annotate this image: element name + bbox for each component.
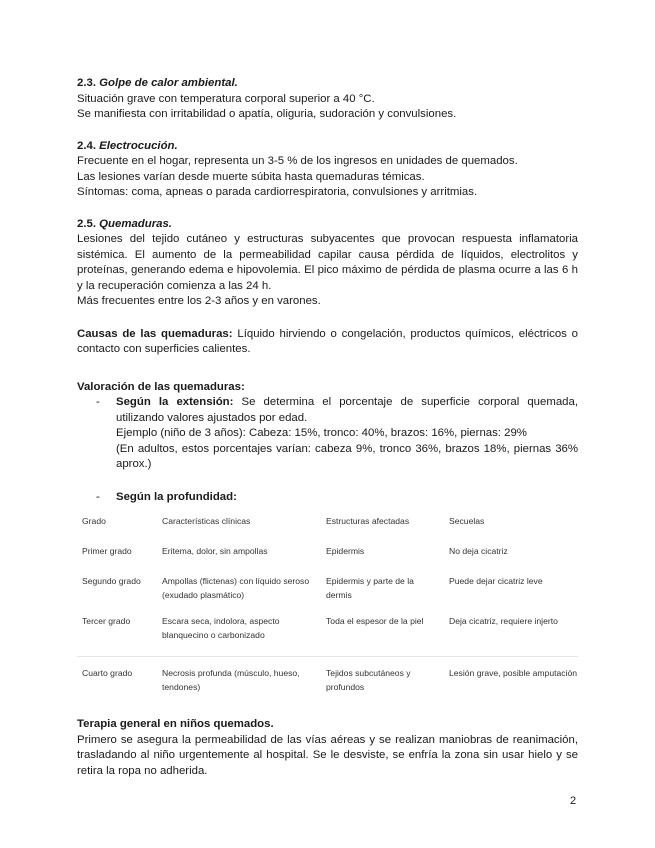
table-row [77,657,578,717]
causes-label: Causas de las quemaduras: [77,327,233,340]
table-cell: Epidermis y parte de la dermis [326,576,414,600]
section-title: Electrocución. [99,139,178,152]
bullet-extension [77,395,578,473]
table-row [77,544,578,574]
table-row [77,614,578,657]
section-heading-2-5 [77,217,578,233]
table-header-row [77,514,578,544]
table-header-cell: Características clínicas [162,516,251,526]
table-cell: Eritema, dolor, sin ampollas [162,546,268,556]
bullet-mark: - [96,396,100,408]
paragraph-line: Síntomas: coma, apneas o parada cardiorrespiratoria, convulsiones y arritmias. [77,186,478,198]
section-number: 2.4. [77,139,96,152]
assessment-title: Valoración de las quemaduras: [77,380,245,393]
page-content [77,76,578,779]
table-row [77,574,578,614]
paragraph-line: Se manifiesta con irritabilidad o apatía, oliguria, sudoración y convulsiones. [77,108,457,120]
section-number: 2.3. [77,77,96,89]
paragraph-line: Más frecuentes entre los 2-3 años y en varones. [77,295,321,307]
table-cell: Deja cicatriz, requiere injerto [449,616,558,626]
bullet-label: Según la extensión: [116,396,234,408]
paragraph-line: Frecuente en el hogar, representa un 3-5 % de los ingresos en unidades de quemados. [77,155,518,167]
table-cell: Toda el espesor de la piel [326,616,424,626]
paragraph-line: Situación grave con temperatura corporal superior a 40 °C. [77,92,375,105]
section-number: 2.5. [77,217,96,230]
table-cell: Lesión grave, posible amputación [449,668,578,678]
table-header-cell: Estructuras afectadas [326,516,410,526]
burn-depth-table [77,514,578,717]
bullet-paragraph [116,395,578,426]
causes-paragraph [77,327,578,358]
table-cell: Cuarto grado [82,668,133,678]
bullet-text: Se determina el porcentaje de superficie corporal quemada, utilizando valores ajustados por edad. [116,396,578,424]
table-cell: Segundo grado [82,576,141,586]
table-cell: Puede dejar cicatriz leve [449,576,543,586]
bullet-mark: - [96,490,100,503]
table-cell: Escara seca, indolora, aspecto blanquecino o carbonizado [162,616,280,640]
page-number: 2 [570,795,577,807]
bullet-label: Según la profundidad: [116,490,237,503]
table-cell: Ampollas (flictenas) con líquido seroso (exudado plasmático) [162,576,310,600]
table-cell: Tercer grado [82,616,131,626]
table-cell: No deja cicatriz [449,546,508,556]
bullet-depth [77,490,578,506]
section-title: Quemaduras. [99,217,172,230]
therapy-title: Terapia general en niños quemados. [77,718,274,730]
table-cell: Tejidos subcutáneos y profundos [326,668,411,692]
therapy-paragraph: Primero se asegura la permeabilidad de las vías aéreas y se realizan maniobras de reanimación, trasladando al niño urgentemente al hospital. Se le desviste, se enfría la zona sin usar hielo y se retira la ropa no adherida. [77,733,578,777]
section-title: Golpe de calor ambiental. [99,77,238,89]
paragraph-line: Las lesiones varían desde muerte súbita hasta quemaduras témicas. [77,170,425,183]
section-heading-2-3 [77,76,578,92]
table-cell: Primer grado [82,546,132,556]
causes-text: Líquido hirviendo o congelación, productos químicos, eléctricos o contacto con superficies calientes. [77,327,579,355]
adults-note: (En adultos, estos porcentajes varían: cabeza 9%, tronco 36%, brazos 18%, piernas 36% aprox.) [116,442,578,470]
table-cell: Epidermis [326,546,365,556]
paragraph: Lesiones del tejido cutáneo y estructuras subyacentes que provocan respuesta inflamatoria sistémica. El aumento de la permeabilidad capilar causa pérdida de líquidos, electrolitos y proteínas, generando edema e hipovolemia. El pico máximo de pérdida de plasma ocurre a las 6 h y la recuperación comienza a las 24 h. [77,233,578,292]
example-line: Ejemplo (niño de 3 años): Cabeza: 15%, tronco: 40%, brazos: 16%, piernas: 29% [116,427,527,439]
table-cell: Necrosis profunda (músculo, hueso, tendones) [162,668,300,692]
table-header-cell: Grado [82,516,106,526]
table-header-cell: Secuelas [449,516,485,526]
section-heading-2-4 [77,139,578,155]
